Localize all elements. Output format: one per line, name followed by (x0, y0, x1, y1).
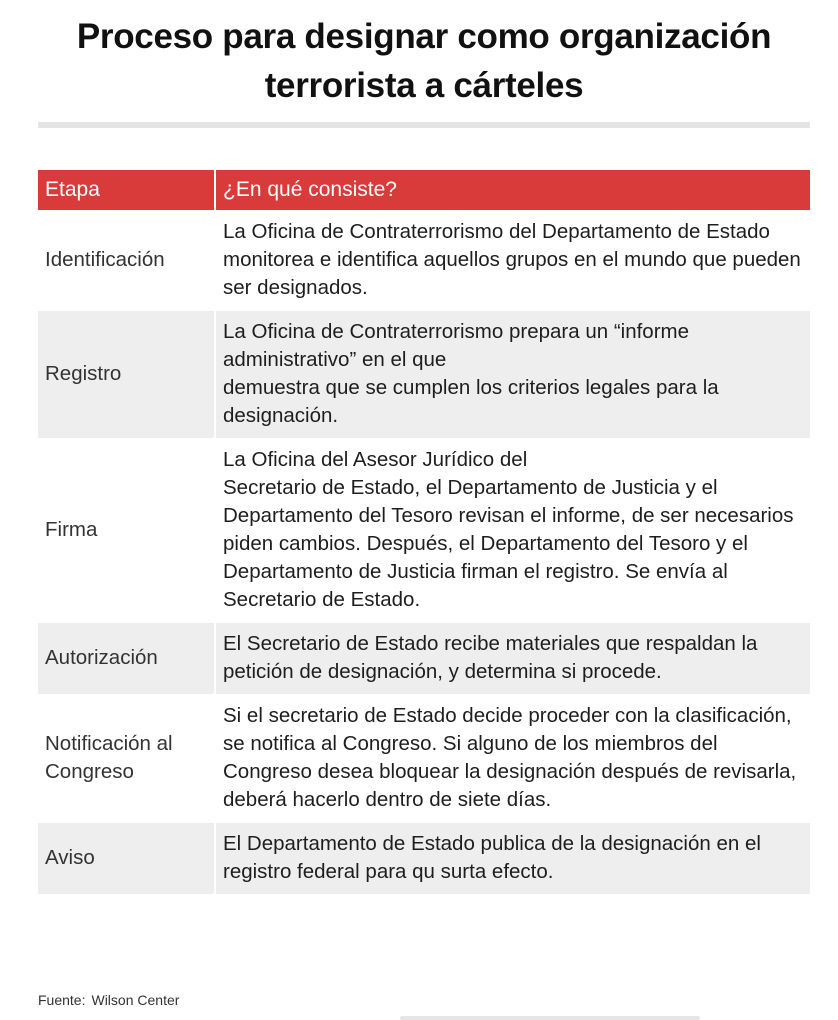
title-divider (38, 122, 810, 128)
description-cell: La Oficina de Contraterrorismo del Departamento de Estado monitorea e identifica aquellos grupos en el mundo que pueden ser designados. (215, 211, 810, 311)
source-note (38, 992, 179, 1008)
table-header-row (38, 170, 810, 211)
table-row (38, 695, 810, 823)
description-cell: Si el secretario de Estado decide proceder con la clasificación, se notifica al Congreso. Si alguno de los miembros del Congreso desea bloquear la designación después de revisarla, deberá hacerlo dentro de siete días. (215, 695, 810, 823)
process-table (38, 170, 810, 894)
stage-cell: Firma (38, 439, 215, 623)
description-cell: La Oficina de Contraterrorismo prepara un “informe administrativo” en el que demuestra que se cumplen los criterios legales para la designación. (215, 311, 810, 439)
table-row (38, 211, 810, 311)
stage-cell: Identificación (38, 211, 215, 311)
stage-cell: Notificación al Congreso (38, 695, 215, 823)
stage-cell: Autorización (38, 623, 215, 695)
description-cell: El Departamento de Estado publica de la designación en el registro federal para qu surta efecto. (215, 823, 810, 895)
table-row (38, 823, 810, 895)
description-cell: El Secretario de Estado recibe materiales que respaldan la petición de designación, y determina si procede. (215, 623, 810, 695)
table-row (38, 311, 810, 439)
header-description: ¿En qué consiste? (215, 170, 810, 211)
source-label: Fuente: (38, 992, 86, 1008)
table-row (38, 439, 810, 623)
stage-cell: Registro (38, 311, 215, 439)
title-line-2: terrorista a cárteles (264, 66, 584, 105)
table-row (38, 623, 810, 695)
description-cell: La Oficina del Asesor Jurídico del Secretario de Estado, el Departamento de Justicia y el Departamento del Tesoro revisan el informe, de ser necesarios piden cambios. Después, el Departamento del Tesoro y el Departamento de Justicia firman el registro. Se envía al Secretario de Estado. (215, 439, 810, 623)
title-line-1: Proceso para designar como organización (76, 17, 772, 56)
page-title (38, 12, 810, 110)
footer-bar (400, 1016, 700, 1020)
source-value: Wilson Center (91, 992, 180, 1008)
header-stage: Etapa (38, 170, 215, 211)
stage-cell: Aviso (38, 823, 215, 895)
